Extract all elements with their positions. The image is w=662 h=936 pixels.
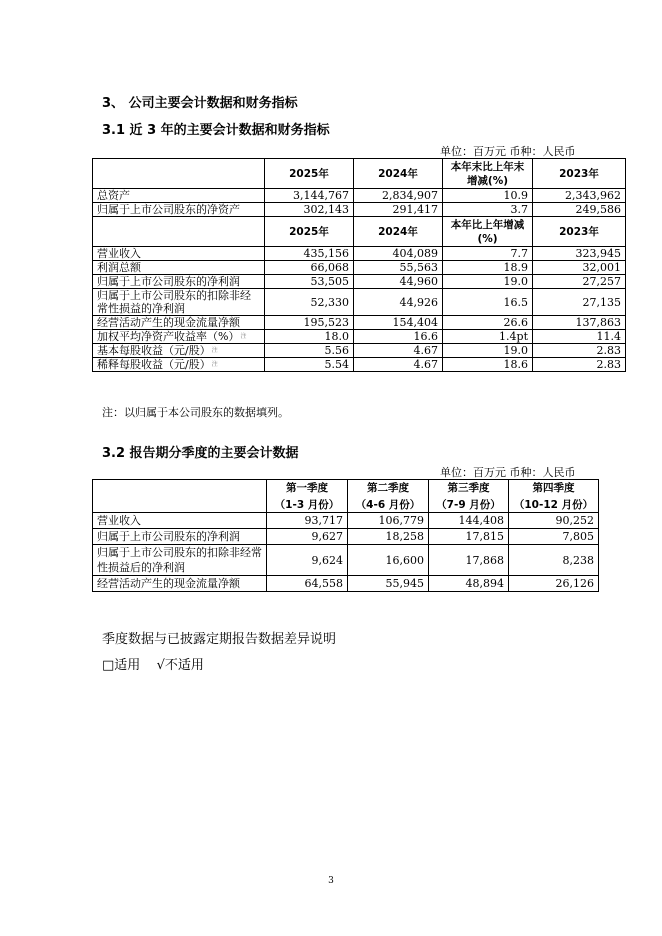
option-applicable[interactable]: □适用 [102, 658, 141, 673]
row-label [93, 261, 265, 275]
table-cell: 302,143 [265, 203, 354, 217]
quarter-months: （7-9 月份） [436, 498, 501, 511]
table-row [93, 529, 599, 545]
quarter-months: （4-6 月份） [355, 498, 421, 511]
table-cell: 291,417 [354, 203, 443, 217]
table-cell: 7.7 [443, 247, 533, 261]
table-header-row [93, 159, 626, 189]
row-label-text: 归属于上市公司股东的净利润 [97, 275, 240, 288]
table-cell: 18,258 [348, 529, 429, 545]
column-header [429, 480, 509, 513]
column-header [93, 480, 267, 513]
table-cell: 44,926 [354, 289, 443, 316]
table-cell: 44,960 [354, 275, 443, 289]
row-label: 经营活动产生的现金流量净额 [93, 576, 267, 592]
table-cell: 27,135 [533, 289, 626, 316]
column-header: 2024年 [354, 159, 443, 189]
table-row [93, 275, 626, 289]
row-label [93, 189, 265, 203]
table-cell: 16.6 [354, 330, 443, 344]
subsection-title-3-1: 3.1 近 3 年的主要会计数据和财务指标 [102, 123, 330, 138]
row-label [93, 275, 265, 289]
table-cell: 16.5 [443, 289, 533, 316]
table-cell: 26.6 [443, 316, 533, 330]
row-label [93, 316, 265, 330]
table-cell: 144,408 [429, 513, 509, 529]
table-row [93, 344, 626, 358]
table-cell: 2,343,962 [533, 189, 626, 203]
row-label-text: 总资产 [97, 189, 130, 202]
row-label [93, 358, 265, 372]
applicability-options [102, 654, 204, 673]
row-label-text: 稀释每股收益（元/股） [97, 358, 211, 371]
footnote-marker: 注 [211, 361, 218, 368]
table-cell: 323,945 [533, 247, 626, 261]
column-header: 本年比上年增减(%) [443, 217, 533, 247]
row-label-text: 加权平均净资产收益率（%） [97, 330, 240, 343]
row-label-text: 利润总额 [97, 261, 141, 274]
row-label-text: 基本每股收益（元/股） [97, 344, 211, 357]
annual-data-table [92, 158, 626, 372]
table-cell: 106,779 [348, 513, 429, 529]
table-cell: 11.4 [533, 330, 626, 344]
table-row [93, 316, 626, 330]
table-cell: 5.54 [265, 358, 354, 372]
table-cell: 1.4pt [443, 330, 533, 344]
page-number: 3 [328, 876, 334, 886]
table-cell: 55,945 [348, 576, 429, 592]
row-label: 归属于上市公司股东的净利润 [93, 529, 267, 545]
table-cell: 17,815 [429, 529, 509, 545]
column-header: 2025年 [265, 159, 354, 189]
table-row [93, 513, 599, 529]
table-cell: 19.0 [443, 275, 533, 289]
column-header: 2025年 [265, 217, 354, 247]
table-row [93, 189, 626, 203]
row-label [93, 247, 265, 261]
table-row [93, 203, 626, 217]
column-header [93, 159, 265, 189]
table-cell: 8,238 [509, 545, 599, 576]
column-header [348, 480, 429, 513]
table-cell: 26,126 [509, 576, 599, 592]
table-cell: 27,257 [533, 275, 626, 289]
table-row [93, 247, 626, 261]
row-label [93, 330, 265, 344]
diff-title: 季度数据与已披露定期报告数据差异说明 [102, 632, 337, 647]
row-label-text: 经营活动产生的现金流量净额 [97, 316, 240, 329]
table-row [93, 545, 599, 576]
table-cell: 48,894 [429, 576, 509, 592]
table-cell: 19.0 [443, 344, 533, 358]
table-row [93, 289, 626, 316]
table-cell: 16,600 [348, 545, 429, 576]
row-label-text: 归属于上市公司股东的扣除非经常性损益的净利润 [97, 289, 251, 315]
row-label: 营业收入 [93, 513, 267, 529]
quarter-label: 第二季度 [367, 481, 409, 494]
column-header: 本年末比上年末增减(%) [443, 159, 533, 189]
table-cell: 404,089 [354, 247, 443, 261]
row-label [93, 289, 265, 316]
section-title: 3、 公司主要会计数据和财务指标 [102, 96, 298, 111]
table-row [93, 358, 626, 372]
table-cell: 2.83 [533, 358, 626, 372]
table-cell: 435,156 [265, 247, 354, 261]
table-header-row [93, 480, 599, 513]
quarter-label: 第四季度 [532, 481, 575, 494]
table-cell: 93,717 [267, 513, 348, 529]
column-header: 2024年 [354, 217, 443, 247]
table-cell: 18.0 [265, 330, 354, 344]
table-header-row [93, 217, 626, 247]
quarterly-data-table [92, 479, 599, 592]
row-label [93, 344, 265, 358]
table-cell: 52,330 [265, 289, 354, 316]
table-cell: 18.9 [443, 261, 533, 275]
row-label [93, 203, 265, 217]
table-cell: 18.6 [443, 358, 533, 372]
column-header [93, 217, 265, 247]
table-cell: 4.67 [354, 358, 443, 372]
row-label: 归属于上市公司股东的扣除非经常性损益后的净利润 [93, 545, 267, 576]
table-cell: 195,523 [265, 316, 354, 330]
unit-label-1: 单位：百万元 币种：人民币 [440, 145, 576, 158]
table-cell: 17,868 [429, 545, 509, 576]
option-not-applicable[interactable]: √不适用 [156, 658, 204, 673]
table-cell: 90,252 [509, 513, 599, 529]
table-cell: 9,624 [267, 545, 348, 576]
table-cell: 10.9 [443, 189, 533, 203]
table-row [93, 576, 599, 592]
table-cell: 249,586 [533, 203, 626, 217]
table-cell: 154,404 [354, 316, 443, 330]
table-cell: 2.83 [533, 344, 626, 358]
table-cell: 137,863 [533, 316, 626, 330]
table-cell: 5.56 [265, 344, 354, 358]
subsection-title-3-2: 3.2 报告期分季度的主要会计数据 [102, 446, 299, 461]
column-header [509, 480, 599, 513]
table-cell: 55,563 [354, 261, 443, 275]
unit-label-2: 单位：百万元 币种：人民币 [440, 466, 576, 479]
quarter-months: （10-12 月份） [513, 498, 594, 511]
footnote-marker: 注 [240, 333, 247, 340]
row-label-text: 营业收入 [97, 247, 141, 260]
table-cell: 66,068 [265, 261, 354, 275]
table-cell: 4.67 [354, 344, 443, 358]
column-header: 2023年 [533, 217, 626, 247]
table-cell: 32,001 [533, 261, 626, 275]
table-row [93, 261, 626, 275]
quarter-label: 第一季度 [286, 481, 328, 494]
table-row [93, 330, 626, 344]
quarter-months: （1-3 月份） [274, 498, 340, 511]
quarter-label: 第三季度 [447, 481, 490, 494]
column-header [267, 480, 348, 513]
table-note: 注：以归属于本公司股东的数据填列。 [102, 406, 289, 419]
table-cell: 2,834,907 [354, 189, 443, 203]
row-label-text: 归属于上市公司股东的净资产 [97, 203, 240, 216]
footnote-marker: 注 [211, 347, 218, 354]
table-cell: 64,558 [267, 576, 348, 592]
column-header: 2023年 [533, 159, 626, 189]
table-cell: 53,505 [265, 275, 354, 289]
table-cell: 9,627 [267, 529, 348, 545]
table-cell: 3.7 [443, 203, 533, 217]
table-cell: 7,805 [509, 529, 599, 545]
table-cell: 3,144,767 [265, 189, 354, 203]
